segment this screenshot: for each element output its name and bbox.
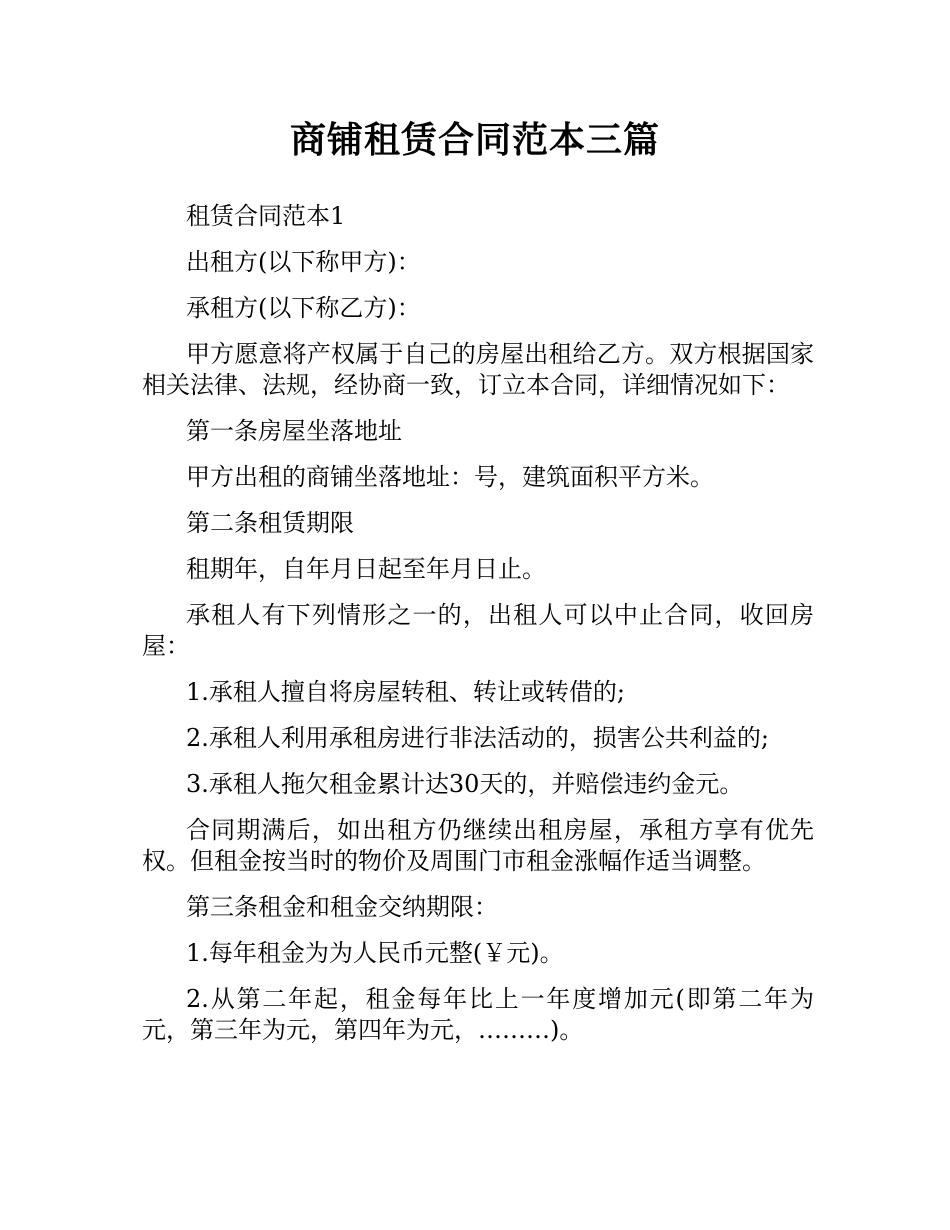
paragraph-lessee: 承租方(以下称乙方)：: [186, 294, 421, 322]
paragraph-termination-conditions: 承租人有下列情形之一的，出租人可以中止合同，收回房屋：: [142, 601, 814, 660]
document-title: 商铺租赁合同范本三篇: [289, 120, 660, 161]
paragraph-annual-rent: 1.每年租金为为人民币元整(￥元)。: [186, 939, 564, 967]
paragraph-rent-increase: 2.从第二年起，租金每年比上一年度增加元(即第二年为元，第三年为元，第四年为元，………)。: [142, 985, 814, 1044]
paragraph-article-3-heading: 第三条租金和租金交纳期限：: [186, 893, 498, 921]
paragraph-condition-2: 2.承租人利用承租房进行非法活动的，损害公共利益的;: [186, 724, 769, 752]
paragraph-article-2-heading: 第二条租赁期限: [186, 509, 354, 537]
document-body: [142, 201, 814, 1061]
paragraph-address: 甲方出租的商铺坐落地址：号，建筑面积平方米。: [186, 463, 714, 491]
paragraph-condition-1: 1.承租人擅自将房屋转租、转让或转借的;: [186, 678, 625, 706]
paragraph-renewal: 合同期满后，如出租方仍继续出租房屋，承租方享有优先权。但租金按当时的物价及周围门市租金涨幅作适当调整。: [142, 816, 814, 875]
paragraph-contract-sample-1: 租赁合同范本1: [186, 202, 346, 230]
paragraph-lessor: 出租方(以下称甲方)：: [186, 248, 421, 276]
paragraph-lease-term: 租期年，自年月日起至年月日止。: [186, 555, 546, 583]
paragraph-article-1-heading: 第一条房屋坐落地址: [186, 417, 402, 445]
paragraph-preamble: 甲方愿意将产权属于自己的房屋出租给乙方。双方根据国家相关法律、法规，经协商一致，订立本合同，详细情况如下：: [142, 340, 814, 399]
paragraph-condition-3: 3.承租人拖欠租金累计达30天的，并赔偿违约金元。: [186, 770, 744, 798]
